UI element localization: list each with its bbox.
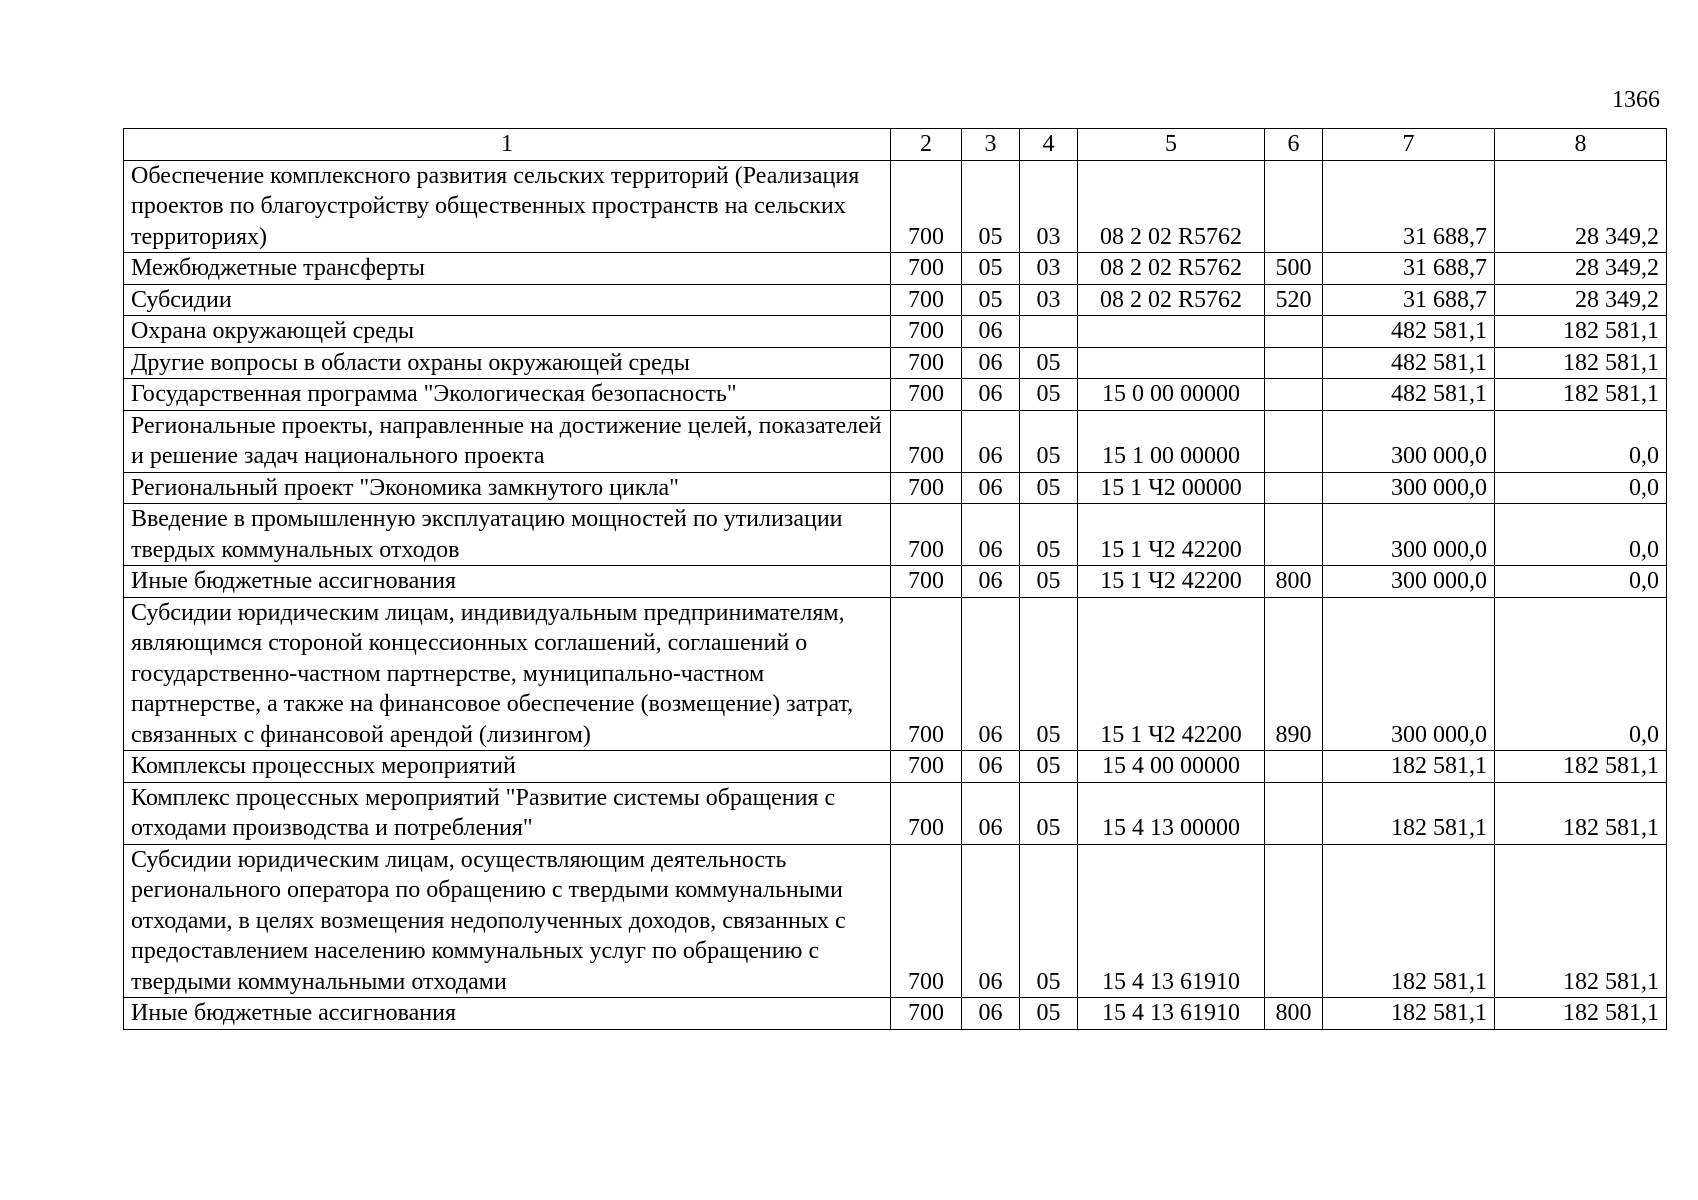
table-row (124, 782, 1667, 844)
cell-amount-8: 182 581,1 (1495, 751, 1667, 783)
cell-amount-7: 482 581,1 (1323, 379, 1495, 411)
cell-code-5: 08 2 02 R5762 (1078, 284, 1265, 316)
cell-code-5: 15 0 00 00000 (1078, 379, 1265, 411)
cell-amount-8: 0,0 (1495, 472, 1667, 504)
cell-code-2: 700 (891, 751, 962, 783)
cell-code-4: 03 (1020, 284, 1078, 316)
cell-code-5: 15 1 Ч2 42200 (1078, 504, 1265, 566)
cell-code-2: 700 (891, 472, 962, 504)
cell-code-3: 05 (962, 284, 1020, 316)
cell-amount-7: 182 581,1 (1323, 998, 1495, 1030)
cell-code-4: 05 (1020, 998, 1078, 1030)
cell-code-2: 700 (891, 284, 962, 316)
cell-code-6 (1265, 316, 1323, 348)
table-row (124, 751, 1667, 783)
cell-code-4: 03 (1020, 253, 1078, 285)
cell-code-3: 06 (962, 347, 1020, 379)
cell-code-6 (1265, 347, 1323, 379)
page-number: 1366 (1612, 87, 1660, 113)
cell-code-6 (1265, 410, 1323, 472)
row-name-cell: Региональные проекты, направленные на достижение целей, показателей и решение задач национального проекта (124, 410, 891, 472)
table-row (124, 253, 1667, 285)
cell-code-3: 06 (962, 844, 1020, 998)
cell-amount-7: 300 000,0 (1323, 504, 1495, 566)
cell-code-6: 520 (1265, 284, 1323, 316)
budget-table (123, 128, 1667, 1030)
cell-code-2: 700 (891, 410, 962, 472)
row-name-cell: Субсидии юридическим лицам, осуществляющим деятельность регионального оператора по обращению с твердыми коммунальными отходами, в целях возмещения недополученных доходов, связанных с предоставлением населению коммунальных услуг по обращению с твердыми коммунальными отходами (124, 844, 891, 998)
row-name-cell: Иные бюджетные ассигнования (124, 998, 891, 1030)
cell-amount-8: 182 581,1 (1495, 316, 1667, 348)
cell-code-3: 06 (962, 998, 1020, 1030)
cell-amount-7: 300 000,0 (1323, 597, 1495, 751)
column-header: 4 (1020, 129, 1078, 161)
table-row (124, 597, 1667, 751)
cell-code-4: 05 (1020, 844, 1078, 998)
column-header: 6 (1265, 129, 1323, 161)
cell-code-6 (1265, 160, 1323, 253)
cell-amount-7: 182 581,1 (1323, 844, 1495, 998)
column-header: 2 (891, 129, 962, 161)
cell-code-5: 08 2 02 R5762 (1078, 253, 1265, 285)
cell-code-3: 06 (962, 504, 1020, 566)
table-row (124, 566, 1667, 598)
cell-amount-8: 182 581,1 (1495, 782, 1667, 844)
row-name-cell: Государственная программа "Экологическая безопасность" (124, 379, 891, 411)
cell-code-5: 15 4 13 00000 (1078, 782, 1265, 844)
cell-code-6 (1265, 751, 1323, 783)
cell-code-5: 15 4 13 61910 (1078, 844, 1265, 998)
row-name-cell: Введение в промышленную эксплуатацию мощностей по утилизации твердых коммунальных отходов (124, 504, 891, 566)
table-row (124, 379, 1667, 411)
table-row (124, 316, 1667, 348)
cell-amount-8: 0,0 (1495, 566, 1667, 598)
table-row (124, 844, 1667, 998)
row-name-cell: Региональный проект "Экономика замкнутого цикла" (124, 472, 891, 504)
cell-code-6: 800 (1265, 566, 1323, 598)
column-header: 8 (1495, 129, 1667, 161)
cell-code-4: 05 (1020, 504, 1078, 566)
cell-amount-8: 182 581,1 (1495, 379, 1667, 411)
cell-code-6 (1265, 782, 1323, 844)
cell-amount-7: 300 000,0 (1323, 566, 1495, 598)
cell-amount-7: 31 688,7 (1323, 284, 1495, 316)
cell-code-6 (1265, 472, 1323, 504)
row-name-cell: Охрана окружающей среды (124, 316, 891, 348)
cell-code-6: 500 (1265, 253, 1323, 285)
cell-code-5: 15 1 Ч2 00000 (1078, 472, 1265, 504)
column-header: 7 (1323, 129, 1495, 161)
cell-code-5 (1078, 316, 1265, 348)
column-header: 3 (962, 129, 1020, 161)
cell-amount-7: 482 581,1 (1323, 347, 1495, 379)
cell-amount-8: 28 349,2 (1495, 160, 1667, 253)
cell-code-6: 890 (1265, 597, 1323, 751)
column-header: 1 (124, 129, 891, 161)
cell-code-2: 700 (891, 597, 962, 751)
cell-amount-8: 28 349,2 (1495, 253, 1667, 285)
cell-code-5: 15 1 Ч2 42200 (1078, 597, 1265, 751)
cell-code-5: 15 4 00 00000 (1078, 751, 1265, 783)
cell-code-2: 700 (891, 160, 962, 253)
cell-code-5: 15 1 00 00000 (1078, 410, 1265, 472)
cell-amount-7: 300 000,0 (1323, 410, 1495, 472)
cell-amount-7: 182 581,1 (1323, 751, 1495, 783)
row-name-cell: Субсидии (124, 284, 891, 316)
cell-code-2: 700 (891, 782, 962, 844)
cell-code-5: 15 1 Ч2 42200 (1078, 566, 1265, 598)
column-header: 5 (1078, 129, 1265, 161)
cell-code-6: 800 (1265, 998, 1323, 1030)
cell-code-3: 05 (962, 160, 1020, 253)
cell-amount-8: 0,0 (1495, 410, 1667, 472)
cell-code-4: 03 (1020, 160, 1078, 253)
table-row (124, 160, 1667, 253)
table-row (124, 410, 1667, 472)
cell-code-5 (1078, 347, 1265, 379)
cell-code-2: 700 (891, 347, 962, 379)
cell-code-4: 05 (1020, 379, 1078, 411)
cell-code-2: 700 (891, 379, 962, 411)
row-name-cell: Комплексы процессных мероприятий (124, 751, 891, 783)
cell-code-4: 05 (1020, 472, 1078, 504)
table-row (124, 284, 1667, 316)
cell-code-3: 06 (962, 751, 1020, 783)
cell-code-3: 06 (962, 410, 1020, 472)
cell-code-3: 06 (962, 316, 1020, 348)
table-header-row (124, 129, 1667, 161)
table-row (124, 504, 1667, 566)
cell-code-4 (1020, 316, 1078, 348)
cell-code-6 (1265, 379, 1323, 411)
cell-code-2: 700 (891, 998, 962, 1030)
row-name-cell: Другие вопросы в области охраны окружающей среды (124, 347, 891, 379)
cell-code-3: 06 (962, 566, 1020, 598)
cell-code-6 (1265, 844, 1323, 998)
cell-code-4: 05 (1020, 566, 1078, 598)
cell-code-4: 05 (1020, 751, 1078, 783)
cell-code-2: 700 (891, 844, 962, 998)
cell-amount-8: 0,0 (1495, 504, 1667, 566)
cell-code-3: 06 (962, 472, 1020, 504)
row-name-cell: Субсидии юридическим лицам, индивидуальным предпринимателям, являющимся стороной концессионных соглашений, соглашений о государственно-частном партнерстве, муниципально-частном партнерстве, а также на финансовое обеспечение (возмещение) затрат, связанных с финансовой арендой (лизингом) (124, 597, 891, 751)
table-row (124, 472, 1667, 504)
cell-code-4: 05 (1020, 782, 1078, 844)
cell-code-2: 700 (891, 504, 962, 566)
cell-code-4: 05 (1020, 347, 1078, 379)
cell-amount-8: 182 581,1 (1495, 347, 1667, 379)
cell-code-6 (1265, 504, 1323, 566)
row-name-cell: Иные бюджетные ассигнования (124, 566, 891, 598)
cell-code-3: 06 (962, 782, 1020, 844)
cell-code-4: 05 (1020, 410, 1078, 472)
cell-code-3: 05 (962, 253, 1020, 285)
cell-code-5: 08 2 02 R5762 (1078, 160, 1265, 253)
table-row (124, 998, 1667, 1030)
cell-amount-7: 300 000,0 (1323, 472, 1495, 504)
table-row (124, 347, 1667, 379)
cell-amount-8: 0,0 (1495, 597, 1667, 751)
cell-amount-8: 28 349,2 (1495, 284, 1667, 316)
cell-code-4: 05 (1020, 597, 1078, 751)
cell-code-3: 06 (962, 379, 1020, 411)
cell-code-2: 700 (891, 566, 962, 598)
cell-amount-8: 182 581,1 (1495, 998, 1667, 1030)
cell-amount-8: 182 581,1 (1495, 844, 1667, 998)
cell-code-5: 15 4 13 61910 (1078, 998, 1265, 1030)
cell-code-2: 700 (891, 316, 962, 348)
cell-amount-7: 31 688,7 (1323, 160, 1495, 253)
cell-code-3: 06 (962, 597, 1020, 751)
row-name-cell: Комплекс процессных мероприятий "Развитие системы обращения с отходами производства и потребления" (124, 782, 891, 844)
cell-amount-7: 31 688,7 (1323, 253, 1495, 285)
row-name-cell: Обеспечение комплексного развития сельских территорий (Реализация проектов по благоустройству общественных пространств на сельских территориях) (124, 160, 891, 253)
table-body (124, 160, 1667, 1029)
cell-amount-7: 482 581,1 (1323, 316, 1495, 348)
row-name-cell: Межбюджетные трансферты (124, 253, 891, 285)
cell-code-2: 700 (891, 253, 962, 285)
cell-amount-7: 182 581,1 (1323, 782, 1495, 844)
